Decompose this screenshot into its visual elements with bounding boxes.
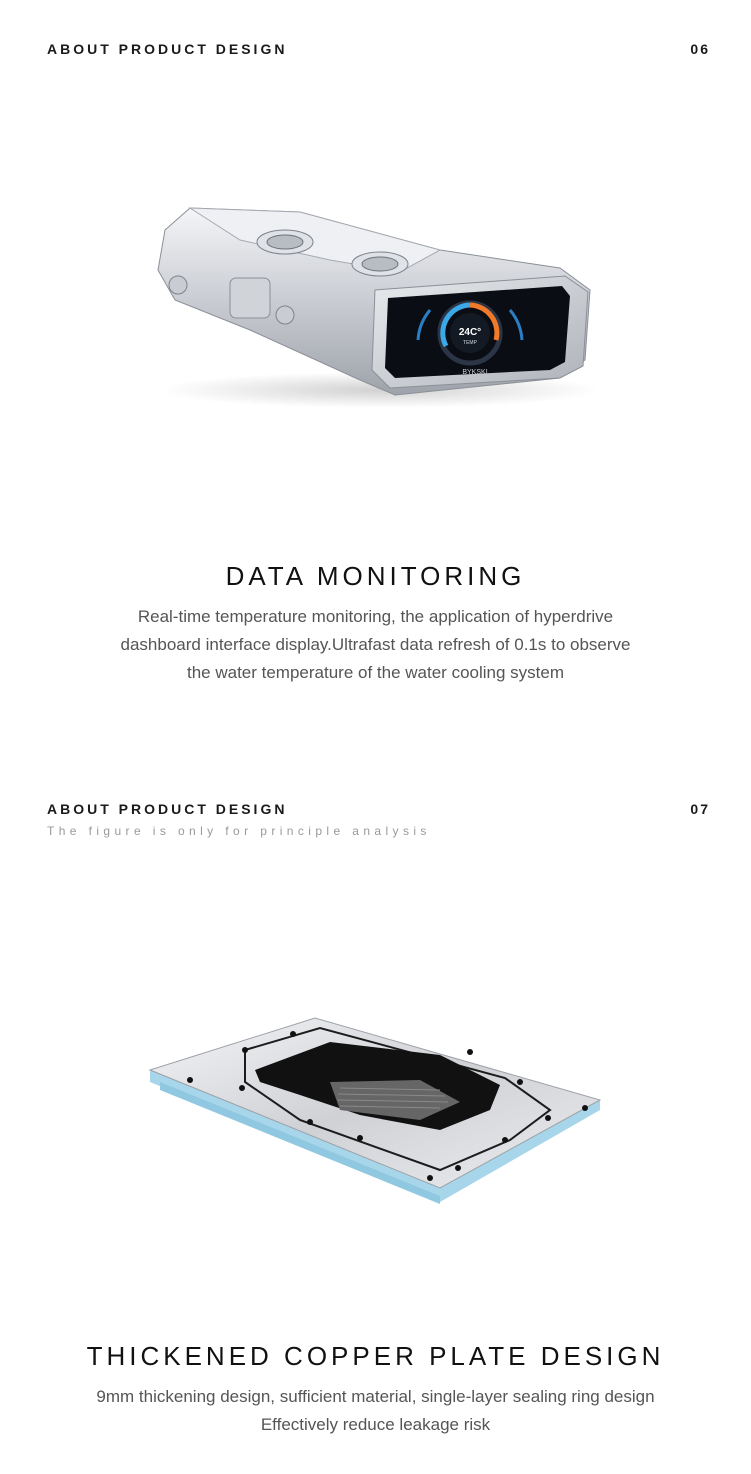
description-line: Real-time temperature monitoring, the application of hyperdrive	[137, 607, 614, 626]
section-subtitle: The figure is only for principle analysis	[47, 824, 431, 838]
feature-title: THICKENED COPPER PLATE DESIGN	[86, 1341, 665, 1371]
copper-plate-image	[0, 1010, 751, 1210]
screen-unit: TEMP	[463, 340, 477, 346]
description-line: 9mm thickening design, sufficient material, single-layer sealing ring design	[96, 1387, 655, 1406]
feature-title: DATA MONITORING	[225, 561, 526, 591]
screen-brand: BYKSKI	[462, 369, 488, 376]
description-line: dashboard interface display.Ultrafast data refresh of 0.1s to observe	[120, 635, 631, 654]
screen-temp: 24C°	[458, 327, 482, 338]
description-line: the water temperature of the water cooling system	[186, 663, 564, 682]
section-number: 06	[690, 41, 710, 57]
feature-description	[0, 603, 751, 687]
section-title: ABOUT PRODUCT DESIGN	[47, 801, 288, 817]
water-block-image	[0, 190, 751, 420]
section-number: 07	[690, 801, 710, 817]
feature-description	[0, 1383, 751, 1439]
description-line: Effectively reduce leakage risk	[260, 1415, 491, 1434]
section-title: ABOUT PRODUCT DESIGN	[47, 41, 288, 57]
